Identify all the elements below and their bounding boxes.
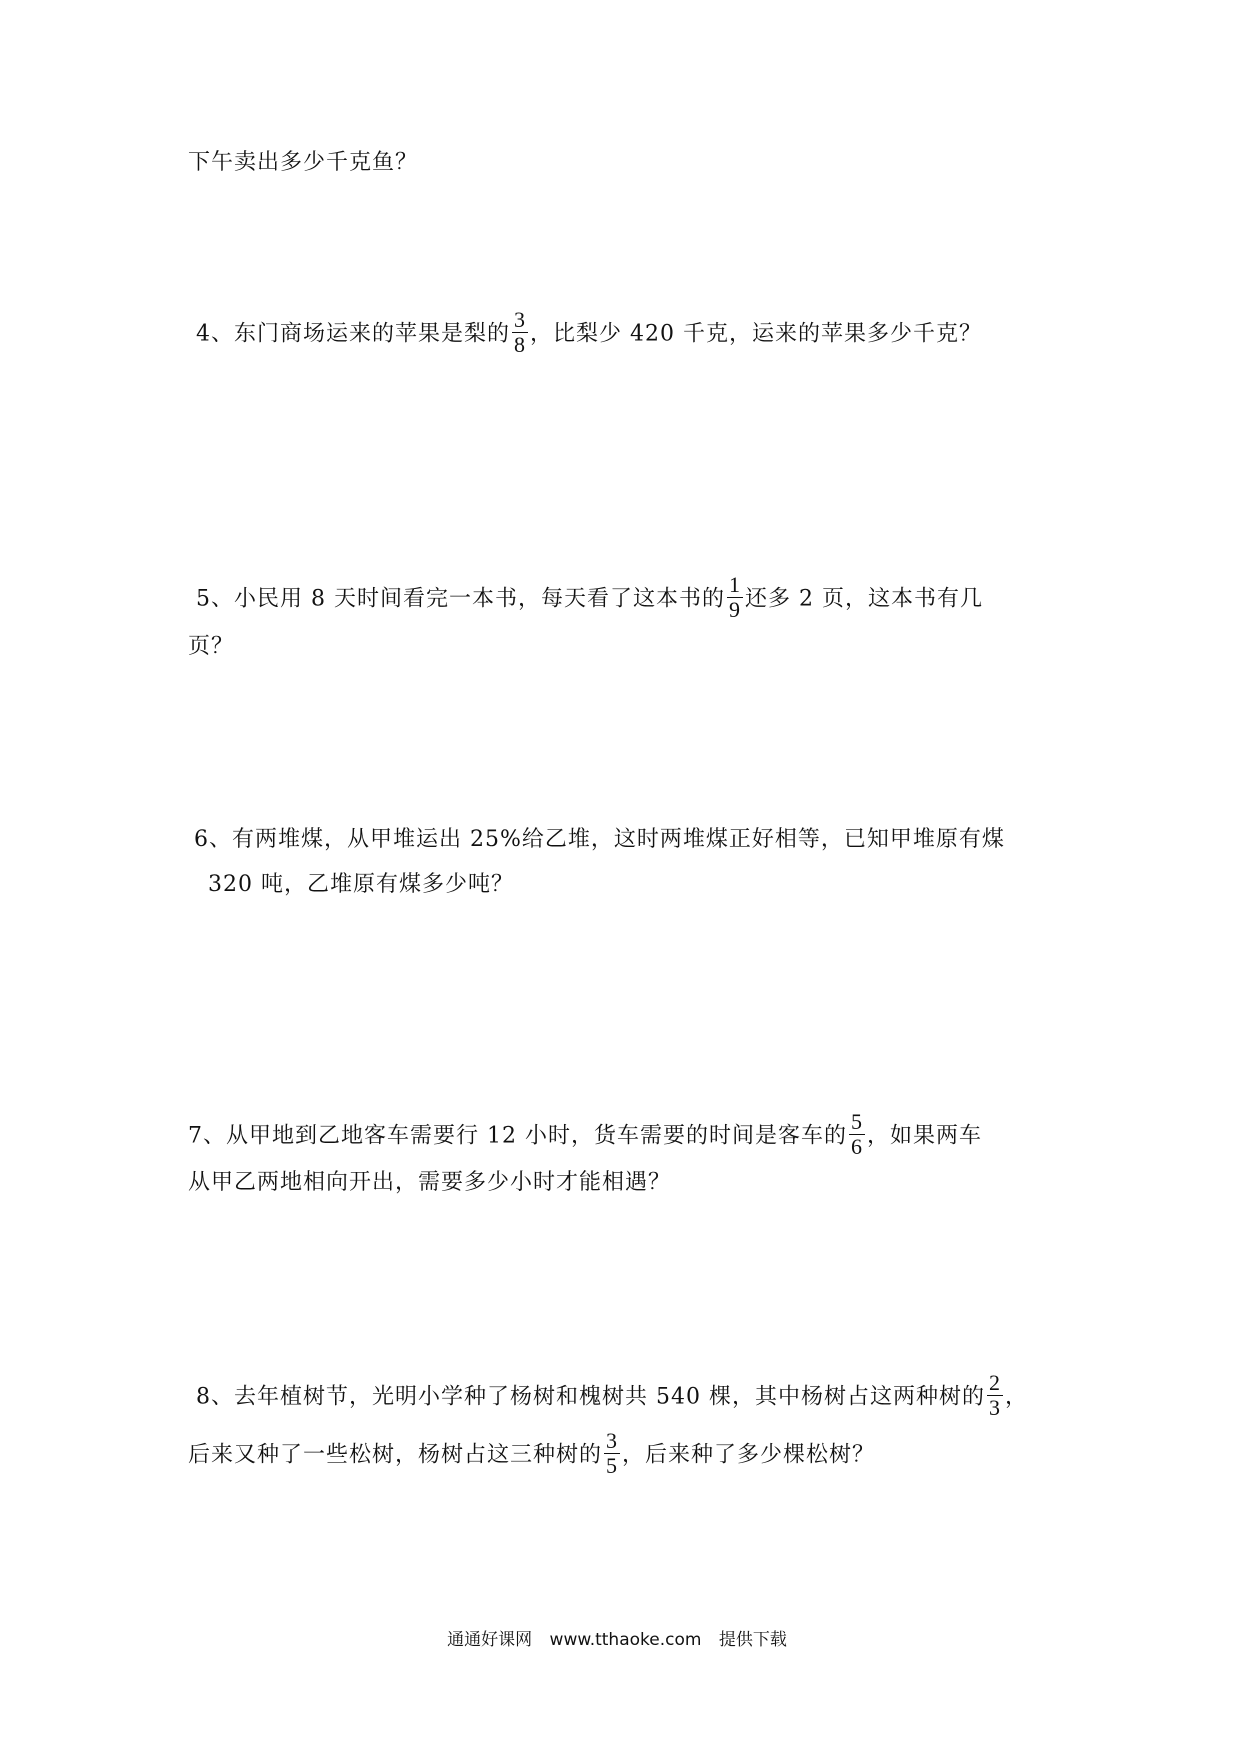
page-footer [0,1628,1234,1652]
footer-url: www.tthaoke.com [549,1630,702,1650]
q7-line-2 [188,1168,671,1198]
q8-text-before: 8、去年植树节，光明小学种了杨树和槐树共 540 棵，其中杨树占这两种树的 [196,1384,985,1410]
q5-fraction-denominator: 9 [728,597,741,622]
q6-line2-text: 320 吨，乙堆原有煤多少吨？ [208,872,514,897]
q6-line-1 [194,825,1005,855]
q7-fraction-denominator: 6 [850,1134,863,1159]
footer-note: 提供下载 [718,1630,787,1650]
q8-fraction-1-numerator: 2 [988,1370,1001,1395]
q7-fraction-numerator: 5 [850,1109,863,1134]
q7-line-1 [188,1109,982,1161]
q7-line2-text: 从甲乙两地相向开出，需要多少小时才能相遇？ [188,1170,672,1195]
q4-line-1 [196,307,982,359]
footer-site-name: 通通好课网 [447,1630,533,1650]
q5-line-2 [188,632,234,662]
q4-fraction [512,308,528,357]
q4-text-before: 4、东门商场运来的苹果是梨的 [196,321,510,347]
q8-text-after-1: ， [1004,1384,1028,1410]
q7-text-after: ，如果两车 [866,1123,982,1149]
q3-line-tail [188,148,418,178]
q6-line-2 [208,870,514,900]
q4-text-after: ，比梨少 420 千克，运来的苹果多少千克？ [530,321,982,347]
q8-fraction-2-numerator: 3 [606,1428,619,1453]
q3-tail-text: 下午卖出多少千克鱼？ [188,150,419,175]
q4-fraction-denominator: 8 [514,332,526,357]
q7-text-before: 7、从甲地到乙地客车需要行 12 小时，货车需要的时间是客车的 [188,1123,847,1149]
q8-fraction-1-denominator: 3 [988,1395,1001,1420]
q8-line2-text-after: ，后来种了多少棵松树？ [622,1442,876,1468]
q5-line-1 [196,572,983,624]
q4-fraction-numerator: 3 [514,307,526,332]
q8-fraction-1 [987,1371,1003,1420]
q8-line-1 [196,1370,1028,1422]
q6-line1-text: 6、有两堆煤，从甲堆运出 25%给乙堆，这时两堆煤正好相等，已知甲堆原有煤 [194,827,1005,852]
q7-fraction [849,1110,865,1159]
q5-fraction [727,573,743,622]
q8-line-2 [188,1428,876,1480]
q5-fraction-numerator: 1 [728,572,741,597]
q8-line2-text-before: 后来又种了一些松树，杨树占这三种树的 [188,1442,603,1468]
q5-text-after: 还多 2 页，这本书有几 [744,586,983,612]
q5-line2-text: 页？ [188,634,235,659]
q5-text-before: 5、小民用 8 天时间看完一本书，每天看了这本书的 [196,586,725,612]
q8-fraction-2 [604,1429,620,1478]
q8-fraction-2-denominator: 5 [606,1453,619,1478]
